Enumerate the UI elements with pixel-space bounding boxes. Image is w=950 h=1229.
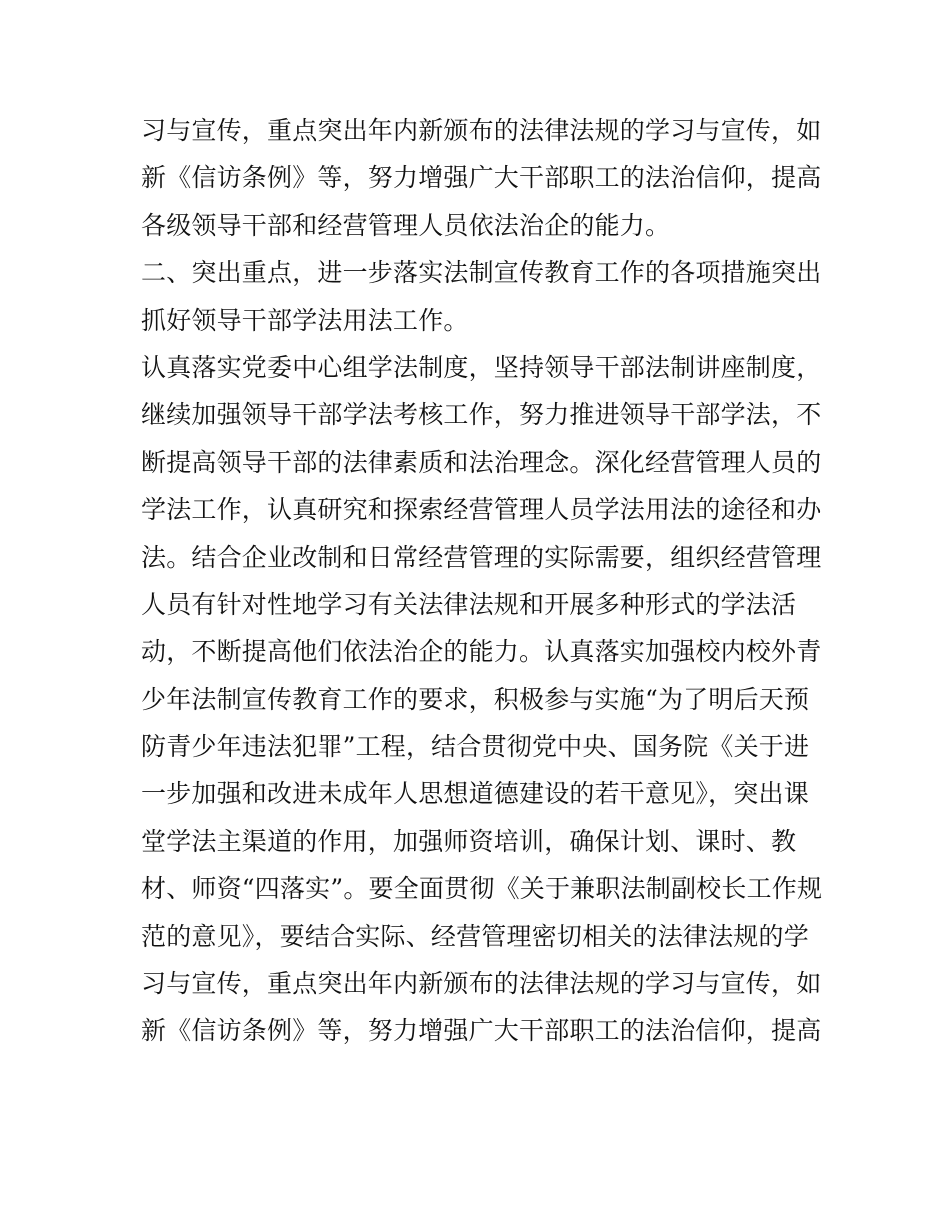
text-line: 断提高领导干部的法律素质和法治理念。深化经营管理人员的 <box>141 447 822 477</box>
text-line: 范的意见》，要结合实际、经营管理密切相关的法律法规的学 <box>141 921 809 951</box>
text-line: 抓好领导干部学法用法工作。 <box>141 305 469 335</box>
text-line: 认真落实党委中心组学法制度，坚持领导干部法制讲座制度， <box>141 352 822 382</box>
text-line: 一步加强和改进未成年人思想道德建设的若干意见》，突出课 <box>141 779 809 809</box>
text-line: 动，不断提高他们依法治企的能力。认真落实加强校内校外青 <box>141 637 822 667</box>
body-text <box>141 107 821 1055</box>
text-line: 继续加强领导干部学法考核工作，努力推进领导干部学法，不 <box>141 400 822 430</box>
text-line: 习与宣传，重点突出年内新颁布的法律法规的学习与宣传，如 <box>141 116 822 145</box>
text-line: 堂学法主渠道的作用，加强师资培训，确保计划、课时、教 <box>141 826 797 856</box>
text-line: 习与宣传，重点突出年内新颁布的法律法规的学习与宣传，如 <box>141 969 822 999</box>
text-line: 人员有针对性地学习有关法律法规和开展多种形式的学法活 <box>141 589 797 619</box>
text-line: 二、突出重点，进一步落实法制宣传教育工作的各项措施突出 <box>141 258 822 288</box>
text-line: 材、师资“四落实”。要全面贯彻《关于兼职法制副校长工作规 <box>141 874 823 904</box>
text-line: 法。结合企业改制和日常经营管理的实际需要，组织经营管理 <box>141 542 822 572</box>
text-line: 各级领导干部和经营管理人员依法治企的能力。 <box>141 210 671 240</box>
text-line: 防青少年违法犯罪”工程，结合贯彻党中央、国务院《关于进 <box>141 732 810 762</box>
text-line: 新《信访条例》等，努力增强广大干部职工的法治信仰，提高 <box>141 163 822 193</box>
text-line: 新《信访条例》等，努力增强广大干部职工的法治信仰，提高 <box>141 1016 822 1046</box>
text-line: 学法工作，认真研究和探索经营管理人员学法用法的途径和办 <box>141 495 822 525</box>
text-line: 少年法制宣传教育工作的要求，积极参与实施“为了明后天预 <box>141 684 810 714</box>
